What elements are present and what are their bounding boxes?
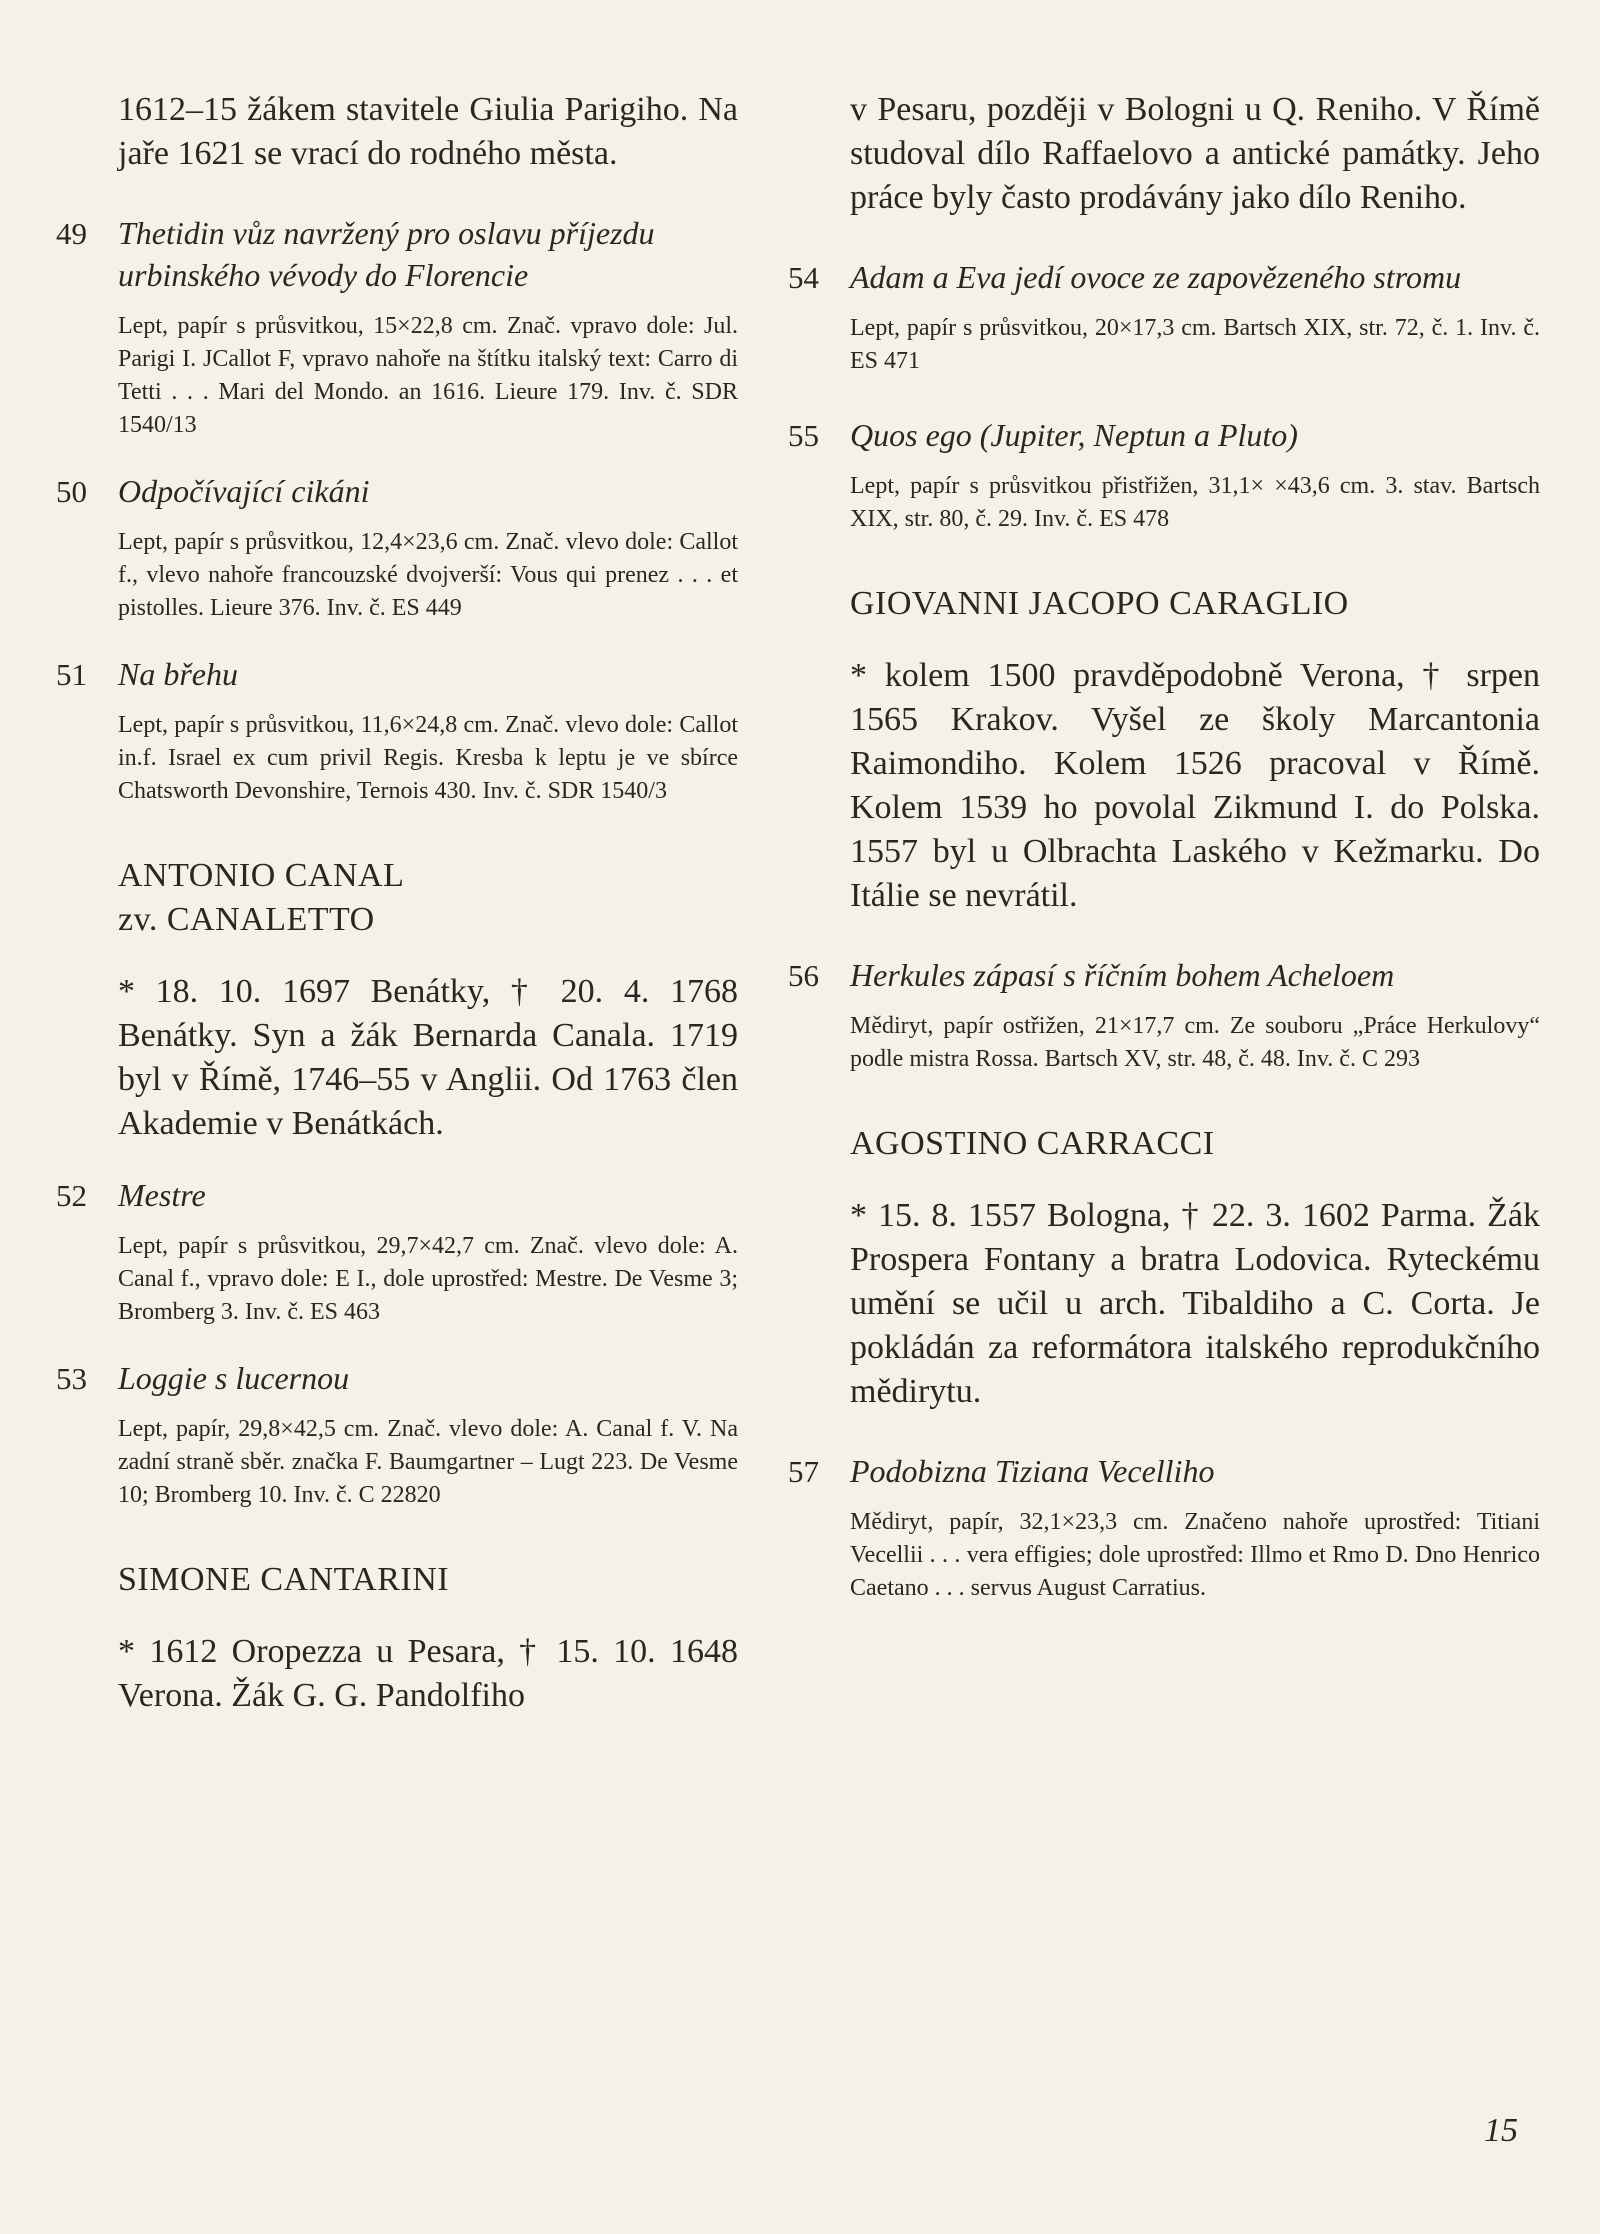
entry-description: Lept, papír s průsvitkou, 11,6×24,8 cm. Znač. vlevo dole: Callot in.f. Israel ex cum privil Regis. Kresba k leptu je ve sbírce Chatsworth Devonshire, Ternois 430. Inv. č. SDR 1540/3 (118, 712, 738, 804)
bio-continued: 1612–15 žákem stavitele Giulia Parigiho. Na jaře 1621 se vrací do rodného města. (118, 91, 738, 172)
artist-bio: * 1612 Oropezza u Pesara, † 15. 10. 1648 Verona. Žák G. G. Pandolfiho (118, 1633, 738, 1714)
entry-title: Loggie s lucernou (118, 1360, 350, 1396)
artist-bio: * 15. 8. 1557 Bologna, † 22. 3. 1602 Parma. Žák Prospera Fontany a bratra Lodovica. Ryteckému umění se učil u arch. Tibaldiho a C. Corta. Je pokládán za reformátora italského reprodukčního mědirytu. (850, 1197, 1540, 1410)
catalog-entry-56 (788, 954, 1540, 1076)
entry-title: Odpočívající cikáni (118, 473, 370, 509)
entry-description: Lept, papír s průsvitkou, 15×22,8 cm. Znač. vpravo dole: Jul. Parigi I. JCallot F, vpravo nahoře na štítku italský text: Carro di Tetti . . . Mari del Mondo. an 1616. Lieure 179. Inv. č. SDR 1540/13 (118, 313, 738, 438)
entry-title: Na břehu (118, 656, 238, 692)
catalog-entry-57 (788, 1450, 1540, 1605)
catalog-entry-49 (56, 212, 738, 442)
entry-number: 52 (56, 1178, 87, 1213)
artist-heading-caraglio: GIOVANNI JACOPO CARAGLIO (850, 585, 1349, 622)
right-column (788, 88, 1540, 1605)
bio-continued: v Pesaru, později v Bologni u Q. Reniho. V Římě studoval dílo Raffaelovo a antické památky. Jeho práce byly často prodávány jako dílo Reniho. (850, 91, 1540, 216)
entry-title: Mestre (118, 1177, 206, 1213)
entry-number: 57 (788, 1454, 819, 1489)
entry-description: Lept, papír s průsvitkou přistřižen, 31,1× ×43,6 cm. 3. stav. Bartsch XIX, str. 80, č. 29. Inv. č. ES 478 (850, 473, 1540, 532)
catalog-entry-54 (788, 256, 1540, 378)
entry-number: 51 (56, 657, 87, 692)
catalog-entry-53 (56, 1357, 738, 1512)
page-number: 15 (1484, 2112, 1518, 2149)
entry-number: 53 (56, 1361, 87, 1396)
artist-alias: zv. CANALETTO (118, 901, 375, 938)
entry-title: Herkules zápasí s říčním bohem Acheloem (850, 957, 1395, 993)
entry-number: 56 (788, 958, 819, 993)
entry-description: Mědiryt, papír ostřižen, 21×17,7 cm. Ze souboru „Práce Herkulovy“ podle mistra Rossa. Bartsch XV, str. 48, č. 48. Inv. č. C 293 (850, 1013, 1540, 1072)
artist-bio: * kolem 1500 pravděpodobně Verona, † srpen 1565 Krakov. Vyšel ze školy Marcantonia Raimondiho. Kolem 1526 pracoval v Římě. Kolem 1539 ho povolal Zikmund I. do Polska. 1557 byl u Olbrachta Laského v Kežmarku. Do Itálie se nevrátil. (850, 657, 1540, 914)
entry-title: Podobizna Tiziana Vecelliho (850, 1453, 1215, 1489)
entry-description: Lept, papír, 29,8×42,5 cm. Znač. vlevo dole: A. Canal f. V. Na zadní straně sběr. značka F. Baumgartner – Lugt 223. De Vesme 10; Bromberg 10. Inv. č. C 22820 (118, 1416, 738, 1508)
artist-heading-canal (118, 854, 738, 942)
entry-number: 50 (56, 474, 87, 509)
entry-description: Lept, papír s průsvitkou, 20×17,3 cm. Bartsch XIX, str. 72, č. 1. Inv. č. ES 471 (850, 315, 1540, 374)
entry-description: Lept, papír s průsvitkou, 12,4×23,6 cm. Znač. vlevo dole: Callot f., vlevo nahoře francouzské dvojverší: Vous qui prenez . . . et pistolles. Lieure 376. Inv. č. ES 449 (118, 529, 738, 621)
catalog-entry-50 (56, 470, 738, 625)
entry-description: Mědiryt, papír, 32,1×23,3 cm. Značeno nahoře uprostřed: Titiani Vecellii . . . vera effigies; dole uprostřed: Illmo et Rmo D. Dno Henrico Caetano . . . servus August Carratius. (850, 1509, 1540, 1601)
artist-heading-carracci: AGOSTINO CARRACCI (850, 1125, 1215, 1162)
entry-title: Adam a Eva jedí ovoce ze zapovězeného stromu (850, 259, 1462, 295)
entry-description: Lept, papír s průsvitkou, 29,7×42,7 cm. Znač. vlevo dole: A. Canal f., vpravo dole: E I., dole uprostřed: Mestre. De Vesme 3; Bromberg 3. Inv. č. ES 463 (118, 1233, 738, 1325)
artist-heading-cantarini: SIMONE CANTARINI (118, 1561, 450, 1598)
catalog-entry-52 (56, 1174, 738, 1329)
entry-title: Thetidin vůz navržený pro oslavu příjezdu urbinského vévody do Florencie (118, 215, 655, 293)
catalog-entry-51 (56, 653, 738, 808)
entry-title: Quos ego (Jupiter, Neptun a Pluto) (850, 417, 1298, 453)
left-column (56, 88, 738, 1718)
entry-number: 49 (56, 216, 87, 251)
catalog-entry-55 (788, 414, 1540, 536)
entry-number: 55 (788, 418, 819, 453)
artist-bio: * 18. 10. 1697 Benátky, † 20. 4. 1768 Benátky. Syn a žák Bernarda Canala. 1719 byl v Římě, 1746–55 v Anglii. Od 1763 člen Akademie v Benátkách. (118, 973, 738, 1142)
entry-number: 54 (788, 260, 819, 295)
artist-name: ANTONIO CANAL (118, 857, 405, 894)
